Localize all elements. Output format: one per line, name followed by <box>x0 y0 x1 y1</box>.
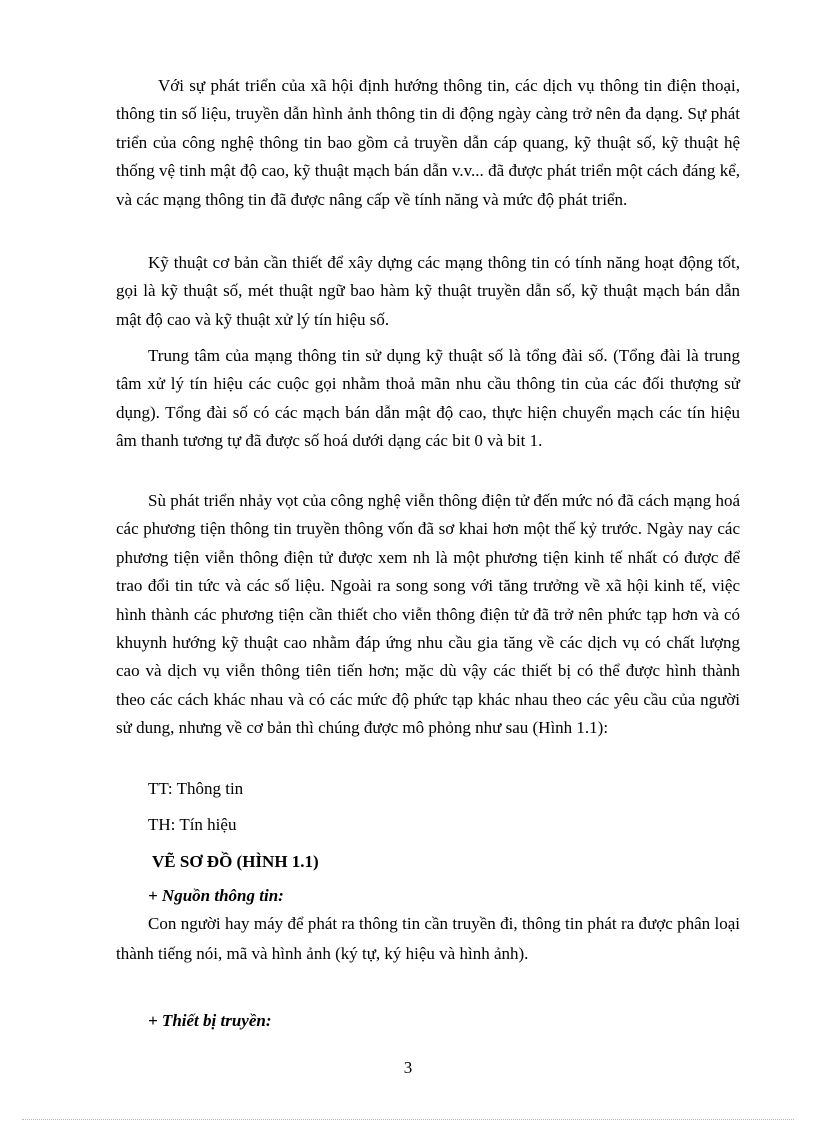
page-number: 3 <box>403 1058 413 1077</box>
paragraph-digital-exchange <box>116 342 740 456</box>
paragraph-source-description <box>116 909 740 969</box>
paragraph-intro <box>116 72 740 214</box>
paragraph-text: Trung tâm của mạng thông tin sử dụng kỹ thuật số là tổng đài số. (Tổng đài là trung tâm xử lý tín hiệu các cuộc gọi nhằm thoả mãn nhu cầu thông tin của các đối thượng sử dụng). Tổng đài số có các mạch bán dẫn mật độ cao, thực hiện chuyển mạch các tín hiệu âm thanh tương tự đã được số hoá dưới dạng các bit 0 và bit 1. <box>116 346 740 451</box>
paragraph-text: Với sự phát triển của xã hội định hướng thông tin, các dịch vụ thông tin điện thoại, thông tin số liệu, truyền dẫn hình ảnh thông tin di động ngày càng trở nên đa dạng. Sự phát triển của công nghệ thông tin bao gồm cả truyền dẫn cáp quang, kỹ thuật số, kỹ thuật hệ thống vệ tinh mật độ cao, kỹ thuật mạch bán dẫn v.v... đã được phát triển một cách đáng kể, và các mạng thông tin đã được nâng cấp về tính năng và mức độ phát triển. <box>116 76 740 209</box>
paragraph-text: Kỹ thuật cơ bản cần thiết để xây dựng các mạng thông tin có tính năng hoạt động tốt, gọi là kỹ thuật số, mét thuật ngữ bao hàm kỹ thuật truyền dẫn số, kỹ thuật mạch bán dẫn mật độ cao và kỹ thuật xử lý tín hiệu số. <box>116 253 740 329</box>
paragraph-digital-technique <box>116 249 740 334</box>
abbreviation-th: TH: Tín hiệu <box>148 815 237 834</box>
abbreviation-tt: TT: Thông tin <box>148 779 244 798</box>
paragraph-text: Sù phát triển nhảy vọt của công nghệ viễn thông điện tử đến mức nó đã cách mạng hoá các phương tiện thông tin truyền thông vốn đã sơ khai hơn một thế kỷ trước. Ngày nay các phương tiện viễn thông điện tử được xem nh là một phương tiện kinh tế nhất có được để trao đổi tin tức và các số liệu. Ngoài ra song song với tăng trưởng về xã hội kinh tế, việc hình thành các phương tiện cần thiết cho viễn thông điện tử đã trở nên phức tạp hơn và có khuynh hướng kỹ thuật cao nhằm đáp ứng nhu cầu gia tăng về các dịch vụ có chất lượng cao và dịch vụ viễn thông tiên tiến hơn; mặc dù vậy các thiết bị có thể được hình thành theo các cách khác nhau và có các mức độ phức tạp khác nhau theo các yêu cầu của người sử dung, nhưng về cơ bản thì chúng được mô phỏng như sau (Hình 1.1): <box>116 491 740 738</box>
page-bottom-divider <box>22 1119 794 1120</box>
section-heading-transmitter: + Thiết bị truyền: <box>148 1011 272 1030</box>
section-heading-source: + Nguồn thông tin: <box>148 886 284 905</box>
paragraph-telecom-development <box>116 487 740 743</box>
diagram-heading: VẼ SƠ ĐỒ (HÌNH 1.1) <box>152 852 319 871</box>
paragraph-text: Con người hay máy để phát ra thông tin cần truyền đi, thông tin phát ra được phân loại thành tiếng nói, mã và hình ảnh (ký tự, ký hiệu và hình ảnh). <box>116 914 740 963</box>
